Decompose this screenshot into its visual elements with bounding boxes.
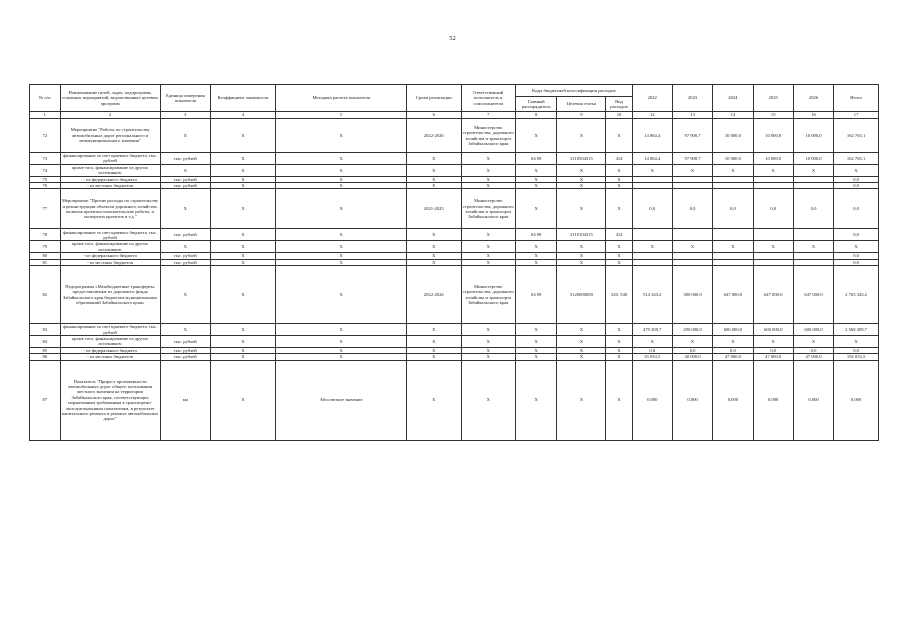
column-number: 17 bbox=[834, 112, 879, 119]
table-cell bbox=[793, 229, 833, 241]
table-cell: X bbox=[461, 241, 515, 253]
header-budget-codes: Коды бюджетной классификации расходов bbox=[515, 85, 632, 97]
table-cell: 0,0 bbox=[793, 347, 833, 353]
table-cell: X bbox=[515, 336, 556, 348]
table-cell: X bbox=[713, 164, 753, 176]
table-cell: X bbox=[210, 241, 275, 253]
table-cell: 47 000,0 bbox=[793, 354, 833, 360]
table-cell: 3120000000 bbox=[557, 266, 606, 324]
table-cell: 10 000,0 bbox=[793, 153, 833, 165]
table-cell: 0,0 bbox=[713, 189, 753, 229]
table-cell: 47 000,0 bbox=[713, 354, 753, 360]
table-cell: X bbox=[515, 354, 556, 360]
table-cell: X bbox=[557, 360, 606, 440]
column-number: 9 bbox=[557, 112, 606, 119]
table-cell: X bbox=[276, 153, 407, 165]
table-cell: 380 000,0 bbox=[672, 266, 712, 324]
table-cell: X bbox=[160, 241, 210, 253]
table-cell: тыс. рублей bbox=[160, 259, 210, 265]
table-cell: 2 569 309,7 bbox=[834, 324, 879, 336]
table-cell: 87 bbox=[30, 360, 61, 440]
table-cell: 77 bbox=[30, 189, 61, 229]
table-cell: финансирование за счет краевого бюджета, тыс. рублей bbox=[60, 153, 160, 165]
table-cell: X bbox=[557, 183, 606, 189]
table-cell: 647 000,0 bbox=[713, 266, 753, 324]
table-cell: - из федерального бюджета bbox=[60, 176, 160, 182]
table-cell: X bbox=[276, 176, 407, 182]
table-cell: X bbox=[160, 164, 210, 176]
table-cell: X bbox=[407, 347, 461, 353]
table-cell: X bbox=[515, 164, 556, 176]
table-cell: Министерство строительства, дорожного хозяйства и транспорта Забайкальского края bbox=[461, 266, 515, 324]
column-number: 12 bbox=[632, 112, 672, 119]
table-row bbox=[30, 153, 879, 165]
table-row bbox=[30, 324, 879, 336]
table-cell: 0,0 bbox=[632, 347, 672, 353]
table-cell: 520, 540 bbox=[606, 266, 632, 324]
table-cell: Подпрограмма «Межбюджетные трансферты, предоставляемые из дорожного фонда Забайкальского края бюджетам муниципальных образований Забайкальского края» bbox=[60, 266, 160, 324]
table-cell: 72 bbox=[30, 119, 61, 153]
table-cell: X bbox=[276, 119, 407, 153]
table-cell: финансирование за счет краевого бюджета, тыс. рублей bbox=[60, 324, 160, 336]
table-cell: X bbox=[407, 259, 461, 265]
table-cell: X bbox=[515, 324, 556, 336]
table-cell: X bbox=[461, 354, 515, 360]
table-cell: 35 033,5 bbox=[632, 354, 672, 360]
header-year-2024: 2024 bbox=[713, 85, 753, 112]
table-cell: Министерство строительства, дорожного хозяйства и транспорта Забайкальского края bbox=[461, 119, 515, 153]
table-cell: X bbox=[276, 354, 407, 360]
table-cell: 2 763 343,2 bbox=[834, 266, 879, 324]
table-cell: 0,000 bbox=[632, 360, 672, 440]
table-cell: 647 000,0 bbox=[793, 266, 833, 324]
table-cell: X bbox=[276, 164, 407, 176]
header-target-article: Целевая статья bbox=[557, 97, 606, 112]
table-cell: Министерство строительства, дорожного хозяйства и транспорта Забайкальского края bbox=[461, 189, 515, 229]
table-cell: X bbox=[557, 336, 606, 348]
header-total: Итого bbox=[834, 85, 879, 112]
table-cell: X bbox=[515, 360, 556, 440]
table-cell: - из местных бюджетов bbox=[60, 354, 160, 360]
table-cell: X bbox=[210, 360, 275, 440]
table-cell: X bbox=[557, 241, 606, 253]
table-cell: 3110504315 bbox=[557, 153, 606, 165]
table-cell: 192 033,5 bbox=[834, 354, 879, 360]
table-cell: X bbox=[461, 164, 515, 176]
table-row bbox=[30, 189, 879, 229]
table-cell: 0,0 bbox=[793, 189, 833, 229]
table-cell: X bbox=[557, 347, 606, 353]
table-cell: X bbox=[276, 189, 407, 229]
header-row bbox=[30, 85, 879, 97]
header-year-2022: 2022 bbox=[632, 85, 672, 112]
table-cell: X bbox=[557, 259, 606, 265]
table-cell: X bbox=[210, 153, 275, 165]
column-number: 4 bbox=[210, 112, 275, 119]
table-cell: - из федерального бюджета bbox=[60, 253, 160, 259]
table-cell: 79 bbox=[30, 241, 61, 253]
table-cell: 0,0 bbox=[672, 189, 712, 229]
table-cell: X bbox=[276, 324, 407, 336]
table-cell: X bbox=[210, 354, 275, 360]
table-cell: 290 000,0 bbox=[672, 324, 712, 336]
table-cell: 0,0 bbox=[713, 347, 753, 353]
table-cell: 80 bbox=[30, 253, 61, 259]
table-cell: X bbox=[210, 266, 275, 324]
table-cell: 2021-2025 bbox=[407, 189, 461, 229]
table-cell: X bbox=[407, 183, 461, 189]
table-cell: 0,0 bbox=[632, 189, 672, 229]
table-cell: 0,000 bbox=[793, 360, 833, 440]
column-number: 10 bbox=[606, 112, 632, 119]
table-cell: 10 000,0 bbox=[753, 119, 793, 153]
table-cell: Мероприятие "Прочие расходы по строительству и реконструкции объектов дорожного хозяйства, включая проектно-изыскательские работы, и экспертиза проектов и т.д." bbox=[60, 189, 160, 229]
table-row bbox=[30, 229, 879, 241]
table-cell: X bbox=[461, 347, 515, 353]
table-cell: X bbox=[515, 119, 556, 153]
table-cell: 14 864,4 bbox=[632, 119, 672, 153]
table-cell: X bbox=[210, 229, 275, 241]
table-cell: 0,0 bbox=[834, 253, 879, 259]
table-cell: 162 765,1 bbox=[834, 119, 879, 153]
table-cell: 0,0 bbox=[834, 259, 879, 265]
table-cell: X bbox=[515, 176, 556, 182]
table-cell: X bbox=[515, 189, 556, 229]
table-cell: 10 000,0 bbox=[713, 119, 753, 153]
table-cell: 40 000,0 bbox=[672, 354, 712, 360]
table-cell: X bbox=[606, 183, 632, 189]
table-cell: X bbox=[407, 360, 461, 440]
column-number: 14 bbox=[713, 112, 753, 119]
column-number: 15 bbox=[753, 112, 793, 119]
table-cell: 0,0 bbox=[834, 189, 879, 229]
table-cell: X bbox=[210, 164, 275, 176]
table-cell: тыс. рублей bbox=[160, 229, 210, 241]
table-cell: 414 bbox=[606, 153, 632, 165]
table-cell: 0,0 bbox=[834, 347, 879, 353]
table-cell: 82 bbox=[30, 266, 61, 324]
table-cell: 85 bbox=[30, 347, 61, 353]
table-cell: 0,0 bbox=[834, 176, 879, 182]
table-cell: X bbox=[276, 336, 407, 348]
table-cell: X bbox=[557, 324, 606, 336]
table-cell: X bbox=[276, 241, 407, 253]
table-cell: X bbox=[515, 241, 556, 253]
table-cell: X bbox=[515, 253, 556, 259]
table-body bbox=[30, 112, 879, 441]
table-cell: X bbox=[632, 164, 672, 176]
table-cell: - из федерального бюджета bbox=[60, 347, 160, 353]
table-cell: X bbox=[407, 241, 461, 253]
table-cell: 2022-2026 bbox=[407, 266, 461, 324]
table-cell: X bbox=[753, 336, 793, 348]
table-cell: X bbox=[160, 266, 210, 324]
table-cell: X bbox=[461, 183, 515, 189]
table-row bbox=[30, 241, 879, 253]
header-no: № п/п bbox=[30, 85, 61, 112]
table-cell: X bbox=[210, 189, 275, 229]
header-year-2023: 2023 bbox=[672, 85, 712, 112]
table-cell: X bbox=[557, 253, 606, 259]
header-unit: Единица измерения показателя bbox=[160, 85, 210, 112]
table-cell: X bbox=[606, 259, 632, 265]
table-cell: 86 bbox=[30, 354, 61, 360]
table-cell: X bbox=[606, 336, 632, 348]
table-cell bbox=[713, 229, 753, 241]
header-year-2026: 2026 bbox=[793, 85, 833, 112]
table-cell: X bbox=[557, 119, 606, 153]
column-numbers-row bbox=[30, 112, 879, 119]
table-cell: X bbox=[557, 176, 606, 182]
table-cell: X bbox=[713, 241, 753, 253]
table-cell: Абсолютное значение bbox=[276, 360, 407, 440]
table-cell: X bbox=[407, 153, 461, 165]
table-cell: X bbox=[210, 324, 275, 336]
table-cell: кроме того, финансирование из других источников: bbox=[60, 164, 160, 176]
table-row bbox=[30, 119, 879, 153]
table-cell: X bbox=[515, 259, 556, 265]
table-cell: 75 bbox=[30, 176, 61, 182]
table-cell: 0,0 bbox=[753, 189, 793, 229]
column-number: 5 bbox=[276, 112, 407, 119]
header-responsible: Ответственный исполнитель и соисполнители bbox=[461, 85, 515, 112]
table-cell bbox=[753, 229, 793, 241]
column-number: 8 bbox=[515, 112, 556, 119]
table-cell: X bbox=[276, 183, 407, 189]
table-cell: X bbox=[834, 241, 879, 253]
table-cell: 74 bbox=[30, 164, 61, 176]
header-year-2025: 2025 bbox=[753, 85, 793, 112]
table-cell: X bbox=[632, 241, 672, 253]
table-row bbox=[30, 336, 879, 348]
table-cell: 97 900,7 bbox=[672, 119, 712, 153]
table-cell: 97 900,7 bbox=[672, 153, 712, 165]
table-cell: X bbox=[276, 266, 407, 324]
table-cell: X bbox=[461, 360, 515, 440]
table-row bbox=[30, 360, 879, 440]
header-method: Методика расчета показателя bbox=[276, 85, 407, 112]
table-cell: X bbox=[407, 176, 461, 182]
column-number: 2 bbox=[60, 112, 160, 119]
table-cell: X bbox=[672, 164, 712, 176]
table-cell: 83 bbox=[30, 324, 61, 336]
table-cell: тыс. рублей bbox=[160, 183, 210, 189]
table-cell: X bbox=[210, 253, 275, 259]
table-cell: кроме того, финансирование из других источников: bbox=[60, 241, 160, 253]
column-number: 16 bbox=[793, 112, 833, 119]
table-cell: - из местных бюджетов bbox=[60, 183, 160, 189]
table-cell: тыс. рублей bbox=[160, 336, 210, 348]
budget-table bbox=[29, 84, 879, 441]
table-cell: X bbox=[515, 347, 556, 353]
table-cell: X bbox=[632, 336, 672, 348]
table-cell: 514 343,2 bbox=[632, 266, 672, 324]
table-cell: 0,000 bbox=[753, 360, 793, 440]
table-cell: 04 09 bbox=[515, 153, 556, 165]
table-cell: тыс. рублей bbox=[160, 253, 210, 259]
table-cell: X bbox=[210, 347, 275, 353]
table-cell: тыс. рублей bbox=[160, 354, 210, 360]
table-cell: 0,0 bbox=[672, 347, 712, 353]
table-cell: X bbox=[407, 229, 461, 241]
table-cell: - из местных бюджетов bbox=[60, 259, 160, 265]
table-cell: X bbox=[407, 253, 461, 259]
table-cell: X bbox=[606, 241, 632, 253]
table-cell: X bbox=[276, 347, 407, 353]
table-cell: X bbox=[606, 354, 632, 360]
table-cell: 10 000,0 bbox=[753, 153, 793, 165]
table-cell bbox=[632, 229, 672, 241]
table-cell: X bbox=[461, 176, 515, 182]
column-number: 6 bbox=[407, 112, 461, 119]
table-cell: 10 000,0 bbox=[713, 153, 753, 165]
table-cell: X bbox=[461, 259, 515, 265]
table-cell: X bbox=[461, 153, 515, 165]
table-cell: 04 09 bbox=[515, 266, 556, 324]
table-cell: 600 000,0 bbox=[753, 324, 793, 336]
table-cell: тыс. рублей bbox=[160, 153, 210, 165]
header-main-manager: Главный распорядитель bbox=[515, 97, 556, 112]
table-cell: X bbox=[793, 241, 833, 253]
table-cell: X bbox=[606, 347, 632, 353]
table-cell: X bbox=[753, 241, 793, 253]
table-cell: X bbox=[407, 164, 461, 176]
table-cell: 78 bbox=[30, 229, 61, 241]
table-cell: км bbox=[160, 360, 210, 440]
table-cell: 0,0 bbox=[834, 229, 879, 241]
table-cell: X bbox=[557, 354, 606, 360]
table-cell: 600 000,0 bbox=[713, 324, 753, 336]
table-cell: 3110104315 bbox=[557, 229, 606, 241]
table-cell: 04 09 bbox=[515, 229, 556, 241]
table-cell: 2022-2026 bbox=[407, 119, 461, 153]
table-cell: X bbox=[606, 176, 632, 182]
table-cell: кроме того, финансирование из других источников: bbox=[60, 336, 160, 348]
table-cell: 84 bbox=[30, 336, 61, 348]
table-row bbox=[30, 266, 879, 324]
header-period: Сроки реализации bbox=[407, 85, 461, 112]
page-number: 52 bbox=[449, 35, 456, 42]
table-cell: X bbox=[160, 324, 210, 336]
table-cell: X bbox=[606, 189, 632, 229]
table-cell: Мероприятие "Работы по строительству автомобильных дорог регионального и межмуниципального значения" bbox=[60, 119, 160, 153]
table-row bbox=[30, 164, 879, 176]
table-cell: X bbox=[407, 324, 461, 336]
table-cell: X bbox=[515, 183, 556, 189]
table-cell: 81 bbox=[30, 259, 61, 265]
table-cell: X bbox=[461, 229, 515, 241]
table-cell: X bbox=[672, 241, 712, 253]
table-cell: X bbox=[210, 119, 275, 153]
table-cell: X bbox=[606, 360, 632, 440]
table-cell: X bbox=[557, 189, 606, 229]
header-name: Наименование целей, задач, подпрограмм, основных мероприятий, ведомственных целевых программ bbox=[60, 85, 160, 112]
table-cell: тыс. рублей bbox=[160, 347, 210, 353]
column-number: 7 bbox=[461, 112, 515, 119]
table-cell: X bbox=[276, 259, 407, 265]
header-coef: Коэффициент значимости bbox=[210, 85, 275, 112]
table-cell bbox=[672, 229, 712, 241]
table-cell: 0,0 bbox=[753, 347, 793, 353]
table-cell: X bbox=[210, 259, 275, 265]
table-cell: X bbox=[793, 336, 833, 348]
table-cell: 10 000,0 bbox=[793, 119, 833, 153]
table-cell: X bbox=[793, 164, 833, 176]
table-cell: X bbox=[407, 336, 461, 348]
table-cell: 73 bbox=[30, 153, 61, 165]
table-cell: 14 864,4 bbox=[632, 153, 672, 165]
table-cell: X bbox=[276, 229, 407, 241]
column-number: 1 bbox=[30, 112, 61, 119]
table-cell: X bbox=[606, 119, 632, 153]
table-cell: X bbox=[834, 336, 879, 348]
table-cell: X bbox=[713, 336, 753, 348]
table-cell: X bbox=[461, 324, 515, 336]
table-cell: X bbox=[606, 324, 632, 336]
table-cell: 647 000,0 bbox=[753, 266, 793, 324]
table-cell: 162 765,1 bbox=[834, 153, 879, 165]
table-cell: 0,000 bbox=[834, 360, 879, 440]
table-cell: X bbox=[160, 119, 210, 153]
table-cell: X bbox=[834, 164, 879, 176]
table-cell: X bbox=[557, 164, 606, 176]
table-cell: X bbox=[606, 164, 632, 176]
table-cell: 47 000,0 bbox=[753, 354, 793, 360]
table-cell: X bbox=[210, 183, 275, 189]
table-cell: 600 000,0 bbox=[793, 324, 833, 336]
table-cell: 0,000 bbox=[713, 360, 753, 440]
table-cell: X bbox=[606, 253, 632, 259]
table-cell: X bbox=[753, 164, 793, 176]
table-cell: 0,000 bbox=[672, 360, 712, 440]
table-cell: 0,0 bbox=[834, 183, 879, 189]
table-cell: X bbox=[276, 253, 407, 259]
table-cell: 479 309,7 bbox=[632, 324, 672, 336]
header-expense-type: Вид расходов bbox=[606, 97, 632, 112]
table-cell: X bbox=[160, 189, 210, 229]
table-cell: 76 bbox=[30, 183, 61, 189]
table-cell: Показатель "Прирост протяженности автомобильных дорог общего пользования местного значения на территории Забайкальского края, соответствующих нормативным требованиям к транспортно-эксплуатационным показателям, в результате капитального ремонта и ремонта автомобильных дорог" bbox=[60, 360, 160, 440]
table-cell: X bbox=[407, 354, 461, 360]
column-number: 13 bbox=[672, 112, 712, 119]
table-cell: X bbox=[461, 253, 515, 259]
table-cell: X bbox=[210, 336, 275, 348]
table-cell: X bbox=[672, 336, 712, 348]
table-cell: тыс. рублей bbox=[160, 176, 210, 182]
column-number: 3 bbox=[160, 112, 210, 119]
table-cell: X bbox=[210, 176, 275, 182]
table-cell: X bbox=[461, 336, 515, 348]
table-cell: 414 bbox=[606, 229, 632, 241]
table-cell: финансирование за счет краевого бюджета, тыс. рублей bbox=[60, 229, 160, 241]
